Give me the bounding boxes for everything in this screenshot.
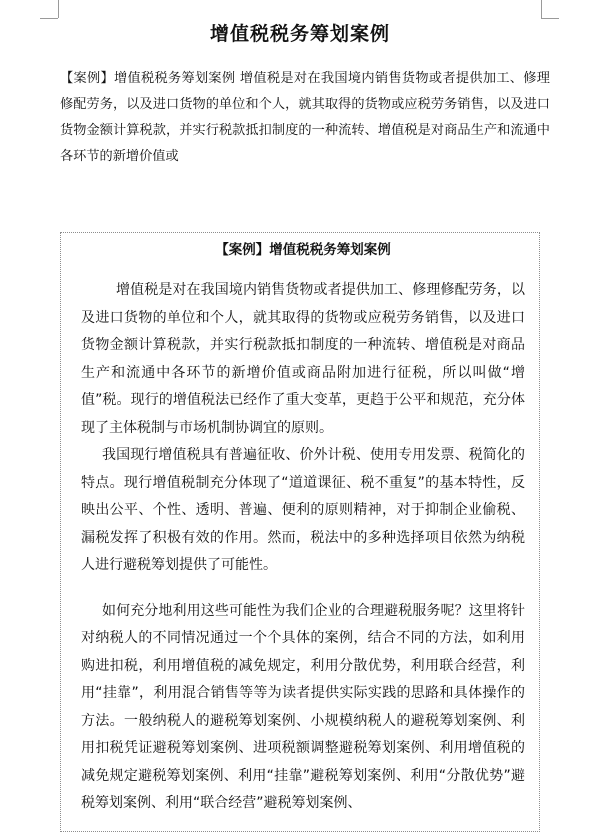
article-paragraph-1: 增值税是对在我国境内销售货物或者提供加工、修理修配劳务，以及进口货物的单位和个人，就其取得的货物或应税劳务销售，以及进口货物金额计算税款，并实行税款抵扣制度的一种流转、增值税是对商品生产和流通中各环节的新增价值或商品附加进行征税，所以叫做“增值”税。现行的增值税法已经作了重大变革，更趋于公平和规范，充分体现了主体税制与市场机制协调宜的原则。 bbox=[81, 282, 525, 436]
crop-mark-top-left-vertical bbox=[58, 0, 59, 18]
article-paragraph-3: 如何充分地利用这些可能性为我们企业的合理避税服务呢？这里将针对纳税人的不同情况通过一个个具体的案例，结合不同的方法，如利用购进扣税，利用增值税的减免规定，利用分散优势，利用联合经营，利用“挂靠”，利用混合销售等等为读者提供实际实践的思路和具体操作的方法。一般纳税人的避税筹划案例、小规模纳税人的避税筹划案例、利用扣税凭证避税筹划案例、进项税额调整避税筹划案例、利用增值税的减免规定避税筹划案例、利用“挂靠”避税筹划案例、利用“分散优势”避税筹划案例、利用“联合经营”避税筹划案例、 bbox=[81, 602, 525, 811]
article-frame bbox=[60, 232, 540, 832]
article-paragraph-2: 我国现行增值税具有普遍征收、价外计税、使用专用发票、税简化的特点。现行增值税制充分体现了“道道课征、税不重复”的基本特性，反映出公平、个性、透明、普遍、便利的原则精神，对于抑制企业偷税、漏税发挥了积极有效的作用。然而，税法中的多种选择项目依然为纳税人进行避税筹划提供了可能性。 bbox=[81, 447, 525, 573]
document-title: 增值税税务筹划案例 bbox=[209, 23, 390, 45]
intro-paragraph: 【案例】增值税税务筹划案例 增值税是对在我国境内销售货物或者提供加工、修理修配劳务，以及进口货物的单位和个人，就其取得的货物或应税劳务销售，以及进口货物金额计算税款，并实行税款抵扣制度的一种流转、增值税是对商品生产和流通中各环节的新增价值或 bbox=[60, 71, 550, 164]
article-title: 【案例】增值税税务筹划案例 bbox=[215, 242, 391, 258]
crop-mark-top-left-horizontal bbox=[40, 18, 58, 19]
crop-mark-top-right-horizontal bbox=[541, 18, 559, 19]
crop-mark-top-right-vertical bbox=[541, 0, 542, 18]
